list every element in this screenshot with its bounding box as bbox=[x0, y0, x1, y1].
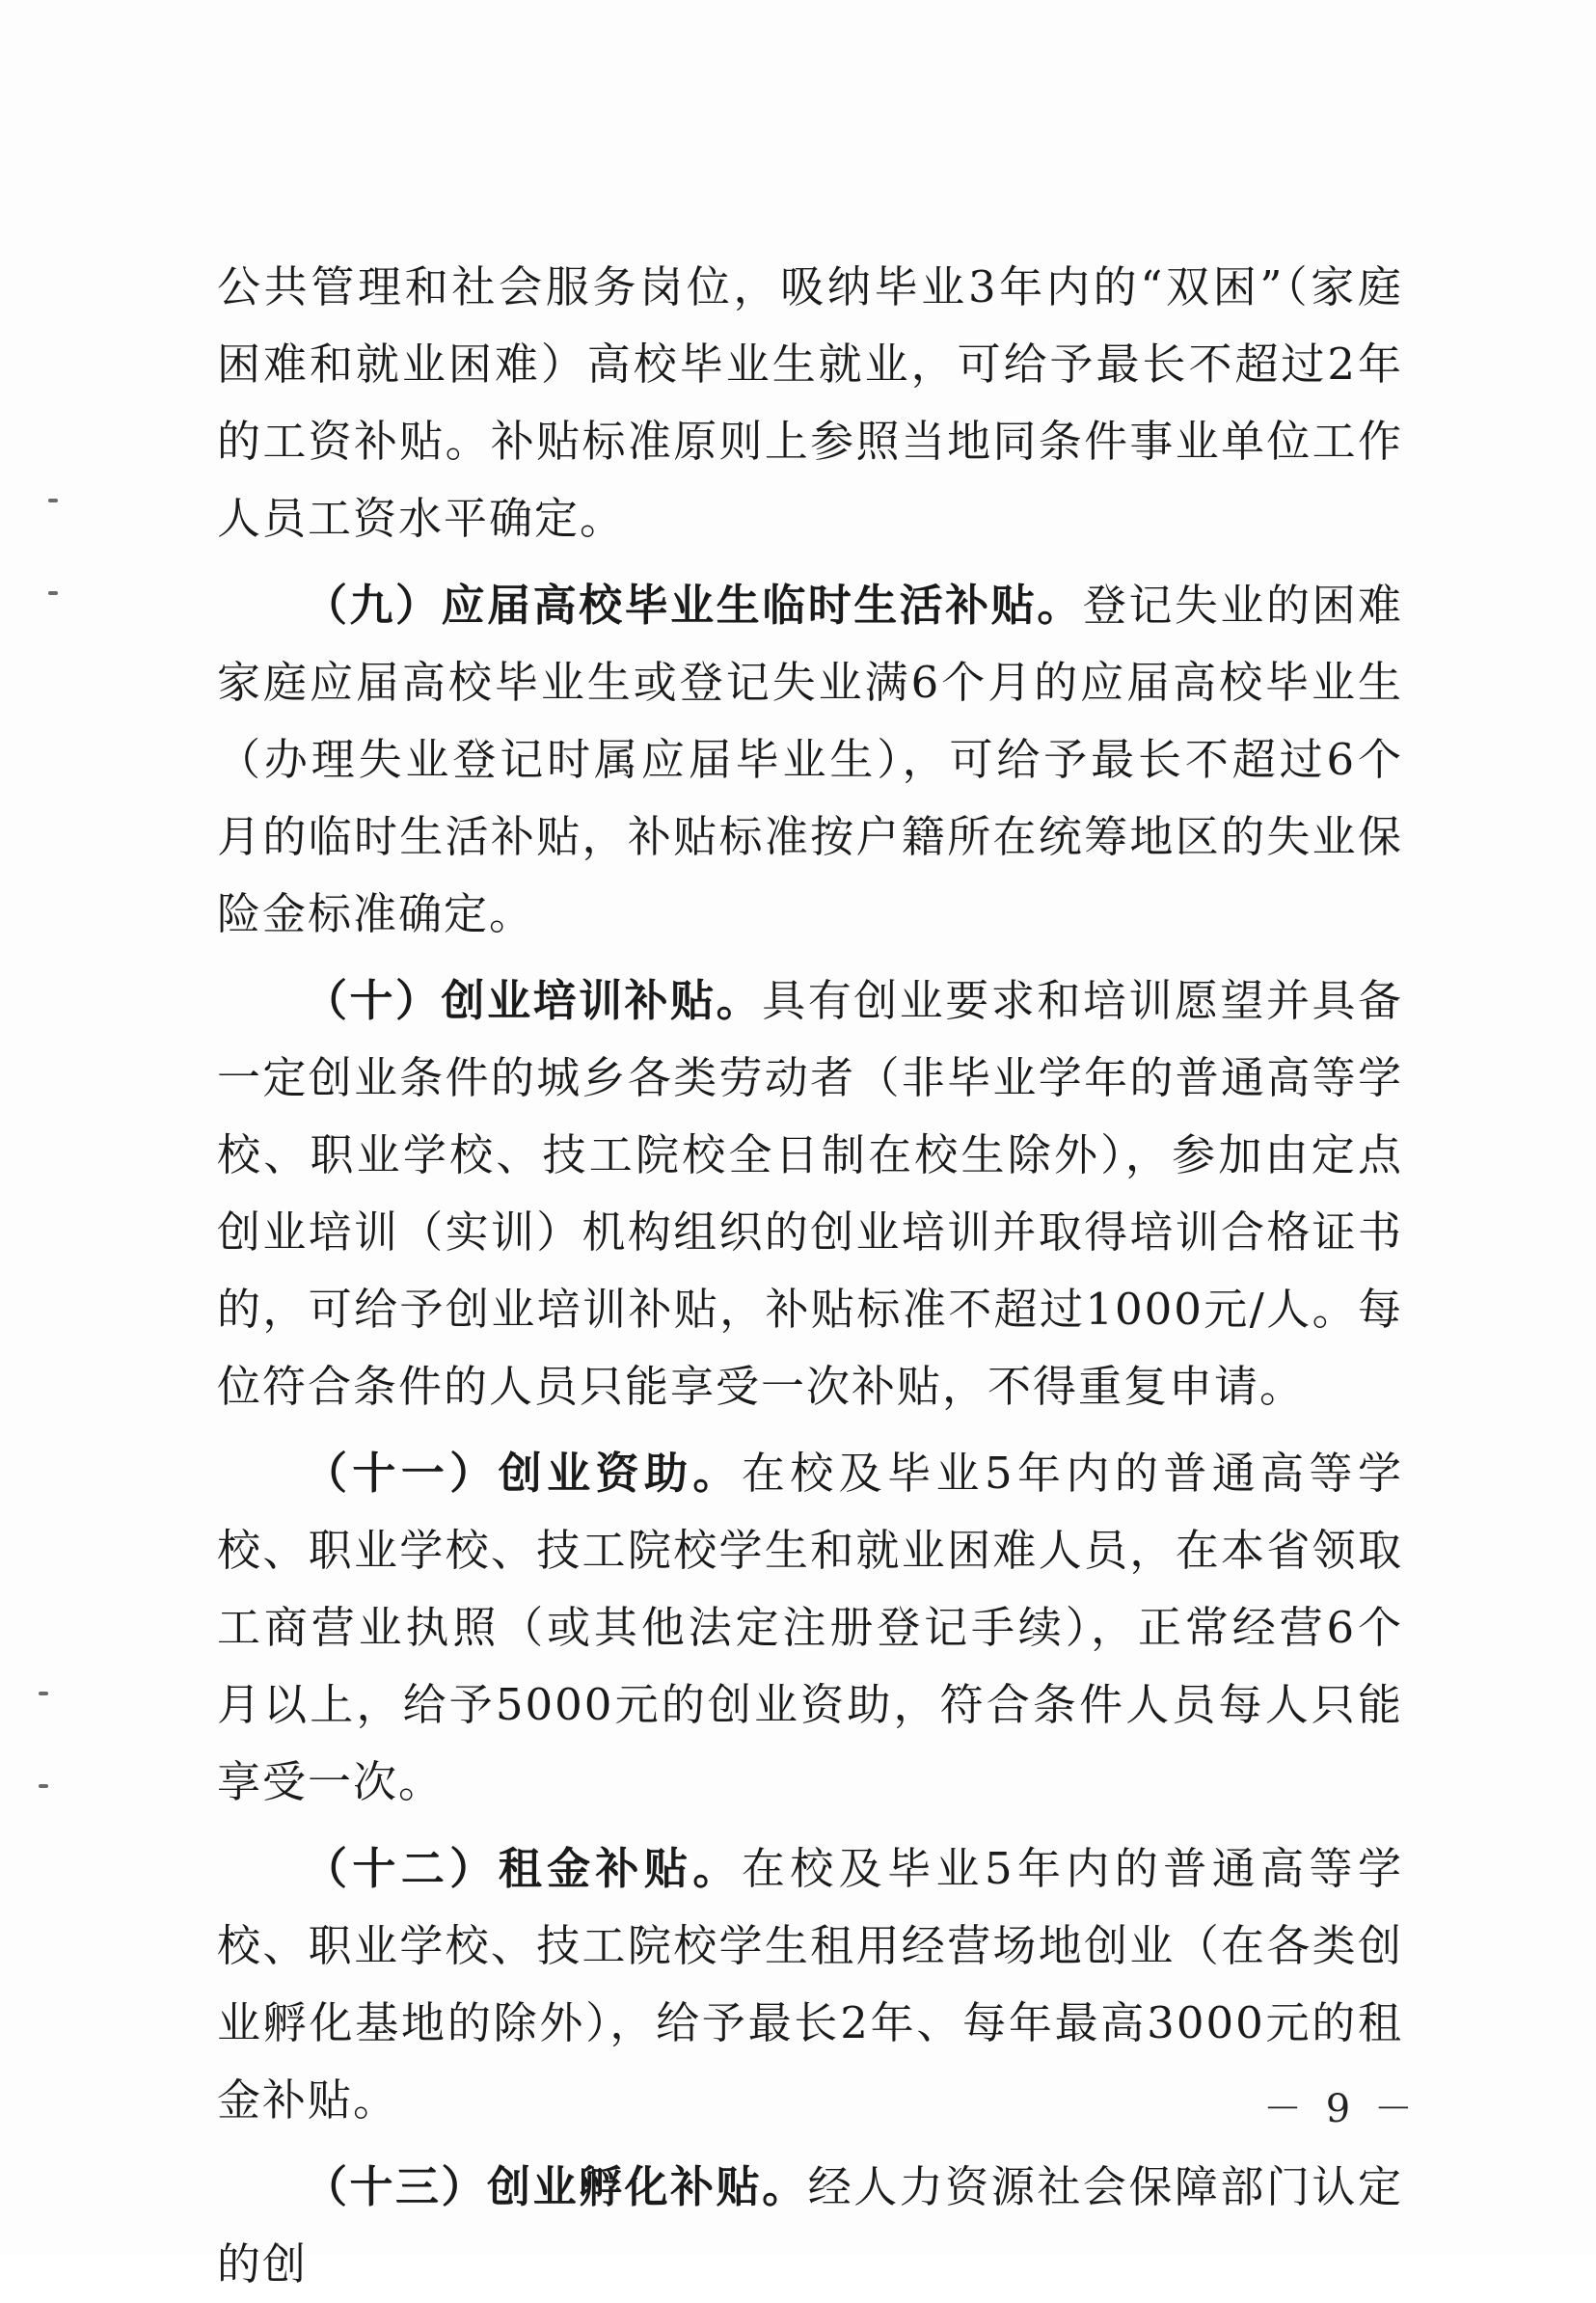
paragraph-text: 在校及毕业5年内的普通高等学校、职业学校、技工院校学生租用经营场地创业（在各类创业孵化基地的除外），给予最长2年、每年最高3000元的租金补贴。 bbox=[217, 1843, 1403, 2126]
paragraph-item-10 bbox=[217, 962, 1403, 1425]
scan-mark bbox=[39, 1692, 48, 1695]
paragraph-text: 具有创业要求和培训愿望并具备一定创业条件的城乡各类劳动者（非毕业学年的普通高等学校、职业学校、技工院校全日制在校生除外），参加由定点创业培训（实训）机构组织的创业培训并取得培训合格证书的，可给予创业培训补贴，补贴标准不超过1000元/人。每位符合条件的人员只能享受一次补贴，不得重复申请。 bbox=[217, 975, 1403, 1412]
paragraph-heading: （十）创业培训补贴。 bbox=[304, 975, 763, 1026]
paragraph-item-13 bbox=[217, 2149, 1403, 2303]
paragraph-heading: （九）应届高校毕业生临时生活补贴。 bbox=[304, 580, 1083, 631]
paragraph-heading: （十二）租金补贴。 bbox=[304, 1843, 742, 1894]
paragraph-text: 在校及毕业5年内的普通高等学校、职业学校、技工院校学生和就业困难人员，在本省领取工商营业执照（或其他法定注册登记手续），正常经营6个月以上，给予5000元的创业资助，符合条件人员每人只能享受一次。 bbox=[217, 1448, 1403, 1807]
paragraph-text: 登记失业的困难家庭应届高校毕业生或登记失业满6个月的应届高校毕业生（办理失业登记时属应届毕业生），可给予最长不超过6个月的临时生活补贴，补贴标准按户籍所在统筹地区的失业保险金标准确定。 bbox=[217, 580, 1403, 939]
paragraph-heading: （十一）创业资助。 bbox=[304, 1448, 742, 1499]
paragraph-item-12 bbox=[217, 1830, 1403, 2139]
scan-mark bbox=[48, 591, 58, 595]
paragraph-text: 经人力资源社会保障部门认定的创 bbox=[217, 2161, 1403, 2289]
paragraph-continuation bbox=[217, 249, 1403, 557]
document-body bbox=[217, 249, 1403, 2303]
page-number: － 9 － bbox=[1263, 2087, 1419, 2131]
scan-mark bbox=[48, 499, 58, 502]
paragraph-item-9 bbox=[217, 567, 1403, 953]
scan-mark bbox=[39, 1784, 48, 1788]
paragraph-text: 公共管理和社会服务岗位，吸纳毕业3年内的“双困”（家庭困难和就业困难）高校毕业生就业，可给予最长不超过2年的工资补贴。补贴标准原则上参照当地同条件事业单位工作人员工资水平确定。 bbox=[217, 261, 1403, 544]
paragraph-heading: （十三）创业孵化补贴。 bbox=[304, 2161, 808, 2212]
paragraph-item-11 bbox=[217, 1435, 1403, 1821]
